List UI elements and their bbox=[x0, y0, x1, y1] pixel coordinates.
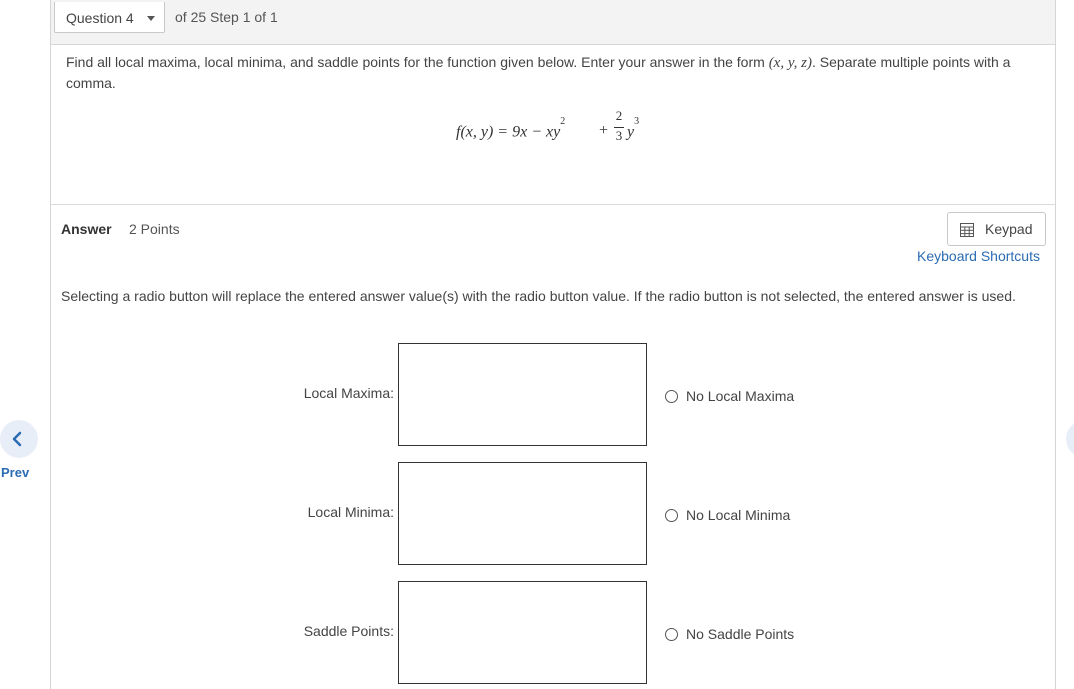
question-instructions: Find all local maxima, local minima, and saddle points for the function given below. Enter your answer in the form (x, y, z). Separate multiple points with a comma. bbox=[66, 54, 1011, 91]
section-divider bbox=[51, 204, 1055, 205]
local-maxima-label: Local Maxima: bbox=[303, 385, 394, 401]
next-button[interactable] bbox=[1066, 420, 1074, 458]
prev-label[interactable]: Prev bbox=[1, 465, 30, 480]
saddle-points-label: Saddle Points: bbox=[303, 623, 394, 639]
step-indicator: of 25 Step 1 of 1 bbox=[175, 9, 278, 25]
question-dropdown-label: Question 4 bbox=[66, 10, 134, 26]
caret-down-icon bbox=[147, 16, 155, 21]
question-dropdown[interactable] bbox=[54, 2, 165, 33]
answer-form-math: (x, y, z) bbox=[768, 55, 813, 71]
saddle-points-input[interactable] bbox=[398, 581, 647, 684]
keypad-button[interactable] bbox=[947, 212, 1046, 246]
radio-circle[interactable] bbox=[665, 509, 678, 522]
local-minima-input[interactable] bbox=[398, 462, 647, 565]
radio-instructions: Selecting a radio button will replace the entered answer value(s) with the radio button value. If the radio button is not selected, the entered answer is used. bbox=[61, 288, 1016, 304]
prev-button[interactable] bbox=[0, 420, 38, 458]
keyboard-shortcuts-link[interactable]: Keyboard Shortcuts bbox=[917, 248, 1040, 264]
question-card: Question 4 of 25 Step 1 of 1 Find all local maxima, local minima, and saddle points for the function given below. Enter your answer in the form (x, y, z). Separate multiple points with a comma. f(x, $y) = 9x - xy^2$ + 2 3 $y^3$ Answer 2 Points Keypad Keyboard Shortcuts Selecting a radio button will replace the entered answer value(s) with the radio button value. If the radio button is not selected, the entered answer is used. Local Maxima: No Local Maxima Local Minima: No Local Minima Saddle Points: No Saddle Points bbox=[50, 0, 1056, 689]
question-header bbox=[51, 0, 1055, 45]
no-local-minima-label[interactable]: No Local Minima bbox=[686, 507, 791, 523]
local-minima-label: Local Minima: bbox=[307, 504, 394, 520]
no-saddle-points-label[interactable]: No Saddle Points bbox=[686, 626, 795, 642]
points-label: 2 Points bbox=[129, 221, 180, 237]
calculator-icon bbox=[960, 223, 974, 237]
answer-heading: Answer bbox=[61, 221, 112, 237]
radio-circle[interactable] bbox=[665, 628, 678, 641]
radio-circle[interactable] bbox=[665, 390, 678, 403]
local-maxima-input[interactable] bbox=[398, 343, 647, 446]
keypad-label: Keypad bbox=[985, 221, 1033, 237]
no-local-maxima-label[interactable]: No Local Maxima bbox=[686, 388, 795, 404]
chevron-left-icon bbox=[11, 431, 25, 447]
